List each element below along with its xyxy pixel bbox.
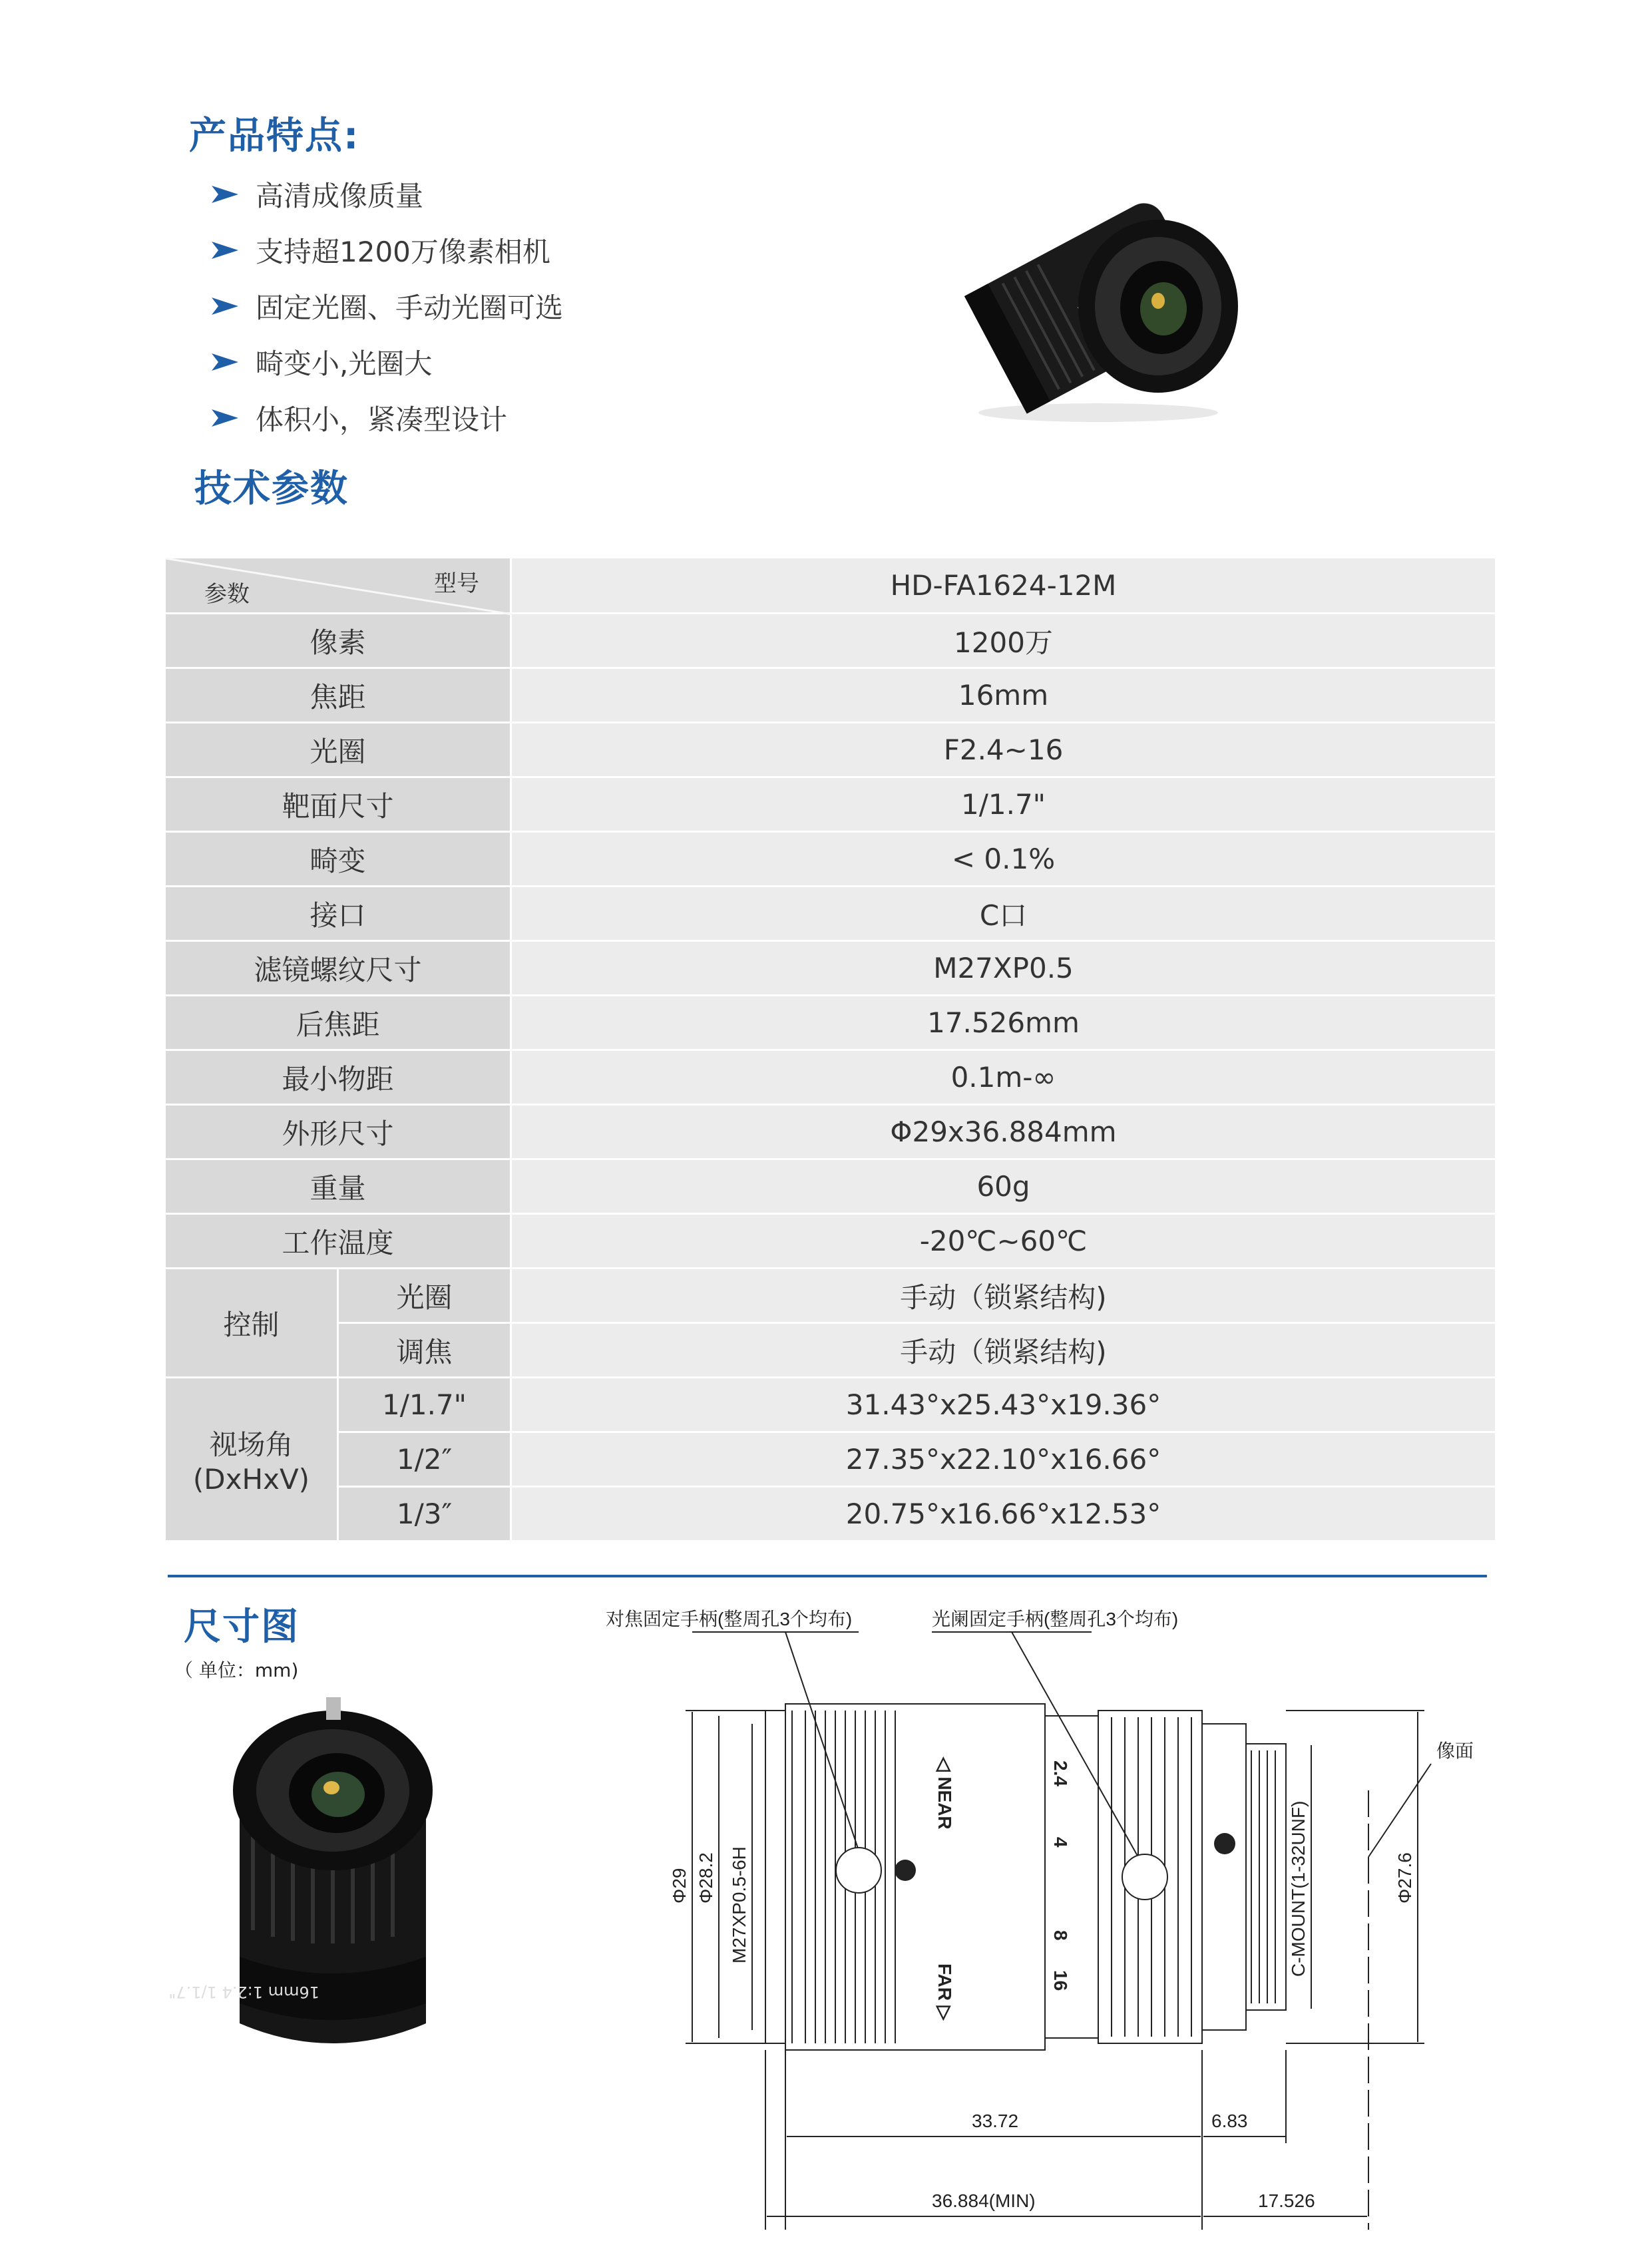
table-row [165,832,1496,887]
param-label: 重量 [165,1159,511,1214]
param-label: 工作温度 [165,1214,511,1269]
dim-phi29: Φ29 [669,1868,690,1904]
table-row [165,723,1496,777]
callout-iris: 光阑固定手柄(整周孔3个均布) [932,1609,1179,1629]
param-value: 17.526mm [511,996,1496,1050]
fov-label-line2: (DxHxV) [192,1463,310,1496]
param-value: < 0.1% [511,832,1496,887]
param-value: 60g [511,1159,1496,1214]
dim-3372: 33.72 [972,2111,1019,2131]
features-title: 产品特点: [189,114,360,158]
table-row [165,1269,1496,1323]
feature-item [210,342,432,382]
callout-focus: 对焦固定手柄(整周孔3个均布) [606,1609,853,1629]
feature-text: 高清成像质量 [256,180,424,212]
param-label: 后焦距 [165,996,511,1050]
param-value: 1200万 [511,614,1496,668]
dim-17526: 17.526 [1258,2190,1315,2211]
section-divider [168,1575,1487,1577]
table-row [165,1105,1496,1159]
param-value: 1/1.7" [511,777,1496,832]
table-row [165,1487,1496,1541]
param-label: 光圈 [165,723,511,777]
param-value: -20℃~60℃ [511,1214,1496,1269]
dimensions-unit: （ 单位：mm) [174,1659,299,1681]
param-value: C口 [511,887,1496,941]
param-value: M27XP0.5 [511,941,1496,996]
feature-item [210,286,563,326]
scale-2: 4 [1050,1837,1071,1848]
arrow-bullet-icon [210,239,240,262]
scale-1: 2.4 [1050,1760,1071,1786]
dim-cmount: C-MOUNT(1-32UNF) [1288,1800,1309,1977]
feature-text: 支持超1200万像素相机 [256,236,550,268]
param-label: 滤镜螺纹尺寸 [165,941,511,996]
dim-phi282: Φ28.2 [696,1852,716,1904]
dim-thread: M27XP0.5-6H [729,1846,749,1963]
fov-value: 20.75°x16.66°x12.53° [511,1487,1496,1541]
near-label: ◁ NEAR [934,1757,955,1830]
table-corner-cell [165,558,511,614]
scale-3: 8 [1050,1930,1071,1941]
control-sub-label: 调焦 [338,1323,511,1378]
table-row [165,1432,1496,1487]
lens-photo-bottom [168,1691,466,2063]
feature-text: 畸变小,光圈大 [256,347,433,380]
table-row [165,1050,1496,1105]
param-label: 最小物距 [165,1050,511,1105]
scale-4: 16 [1050,1970,1071,1991]
feature-item [210,398,507,438]
fov-label-line1: 视场角 [209,1428,294,1461]
fov-value: 27.35°x22.10°x16.66° [511,1432,1496,1487]
spec-table [164,556,1497,1542]
param-value: 0.1m-∞ [511,1050,1496,1105]
control-value: 手动（锁紧结构) [511,1323,1496,1378]
param-label: 畸变 [165,832,511,887]
feature-text: 体积小，紧凑型设计 [256,403,508,436]
dimension-drawing [586,1591,1518,2230]
feature-item [210,174,423,214]
param-label: 外形尺寸 [165,1105,511,1159]
far-label: FAR ▷ [934,1963,955,2021]
arrow-bullet-icon [210,351,240,373]
dim-phi276: Φ27.6 [1394,1852,1415,1904]
tech-title: 技术参数 [194,467,349,510]
dim-683: 6.83 [1211,2111,1248,2131]
table-row [165,668,1496,723]
fov-sensor-label: 1/3″ [338,1487,511,1541]
feature-text: 固定光圈、手动光圈可选 [256,292,564,324]
param-label: 接口 [165,887,511,941]
table-row [165,1378,1496,1432]
table-row [165,996,1496,1050]
param-value: F2.4~16 [511,723,1496,777]
fov-sensor-label: 1/2″ [338,1432,511,1487]
table-row [165,614,1496,668]
dim-36884: 36.884(MIN) [932,2190,1036,2211]
table-row [165,1323,1496,1378]
corner-model-label: 型号 [434,570,479,597]
param-label: 靶面尺寸 [165,777,511,832]
control-sub-label: 光圈 [338,1269,511,1323]
table-row [165,1159,1496,1214]
control-value: 手动（锁紧结构) [511,1269,1496,1323]
control-label: 控制 [165,1269,338,1378]
fov-value: 31.43°x25.43°x19.36° [511,1378,1496,1432]
arrow-bullet-icon [210,295,240,317]
arrow-bullet-icon [210,407,240,429]
fov-label [165,1378,338,1541]
dimensions-title: 尺寸图 [184,1605,300,1649]
table-row [165,887,1496,941]
param-value: Φ29x36.884mm [511,1105,1496,1159]
feature-item [210,230,550,270]
lens-photo-top [932,153,1265,433]
model-cell: HD-FA1624-12M [511,558,1496,614]
corner-param-label: 参数 [204,581,250,608]
param-label: 焦距 [165,668,511,723]
fov-sensor-label: 1/1.7" [338,1378,511,1432]
arrow-bullet-icon [210,183,240,206]
param-value: 16mm [511,668,1496,723]
param-label: 像素 [165,614,511,668]
table-row [165,941,1496,996]
table-row [165,1214,1496,1269]
table-row [165,777,1496,832]
svg-text:16mm 1:2.4 1/1.7": 16mm 1:2.4 1/1.7" [168,1983,319,2001]
image-plane-label: 像面 [1436,1740,1474,1761]
